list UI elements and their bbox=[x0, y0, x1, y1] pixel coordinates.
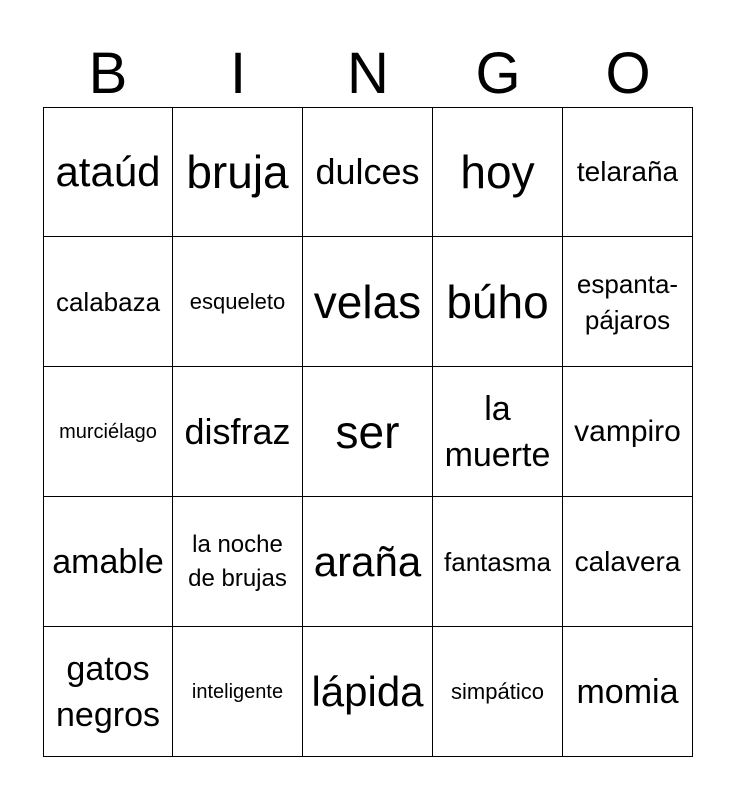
bingo-cell[interactable] bbox=[43, 367, 173, 497]
cell-text: momia bbox=[576, 672, 679, 711]
bingo-cell[interactable] bbox=[563, 107, 693, 237]
cell-text: la noche de brujas bbox=[188, 530, 287, 592]
cell-text: lápida bbox=[311, 667, 424, 715]
bingo-cell[interactable] bbox=[433, 237, 563, 367]
bingo-cell[interactable] bbox=[563, 237, 693, 367]
header-letter-o: O bbox=[605, 41, 651, 106]
cell-text: disfraz bbox=[184, 410, 291, 452]
cell-text: araña bbox=[313, 537, 422, 585]
cell-text: esqueleto bbox=[189, 288, 286, 314]
cell-text: fantasma bbox=[444, 546, 551, 577]
cell-text: inteligente bbox=[191, 680, 284, 703]
bingo-cell[interactable] bbox=[173, 367, 303, 497]
bingo-grid bbox=[43, 107, 693, 757]
cell-text: espanta- pájaros bbox=[576, 268, 679, 335]
bingo-cell[interactable] bbox=[303, 107, 433, 237]
cell-text: hoy bbox=[460, 146, 535, 198]
cell-text: amable bbox=[52, 542, 164, 581]
bingo-header bbox=[43, 42, 693, 106]
cell-text: simpático bbox=[451, 678, 544, 704]
bingo-cell[interactable] bbox=[303, 497, 433, 627]
bingo-cell[interactable] bbox=[173, 107, 303, 237]
bingo-cell[interactable] bbox=[43, 237, 173, 367]
bingo-cell[interactable] bbox=[433, 107, 563, 237]
cell-text: bruja bbox=[186, 146, 289, 198]
cell-text: vampiro bbox=[574, 414, 681, 448]
cell-text: calabaza bbox=[55, 286, 161, 317]
header-letter-i: I bbox=[229, 41, 247, 106]
bingo-cell[interactable] bbox=[303, 237, 433, 367]
bingo-cell[interactable] bbox=[303, 367, 433, 497]
bingo-cell[interactable] bbox=[43, 627, 173, 757]
bingo-cell[interactable] bbox=[563, 367, 693, 497]
cell-text: ataúd bbox=[55, 148, 161, 195]
cell-text: búho bbox=[446, 275, 549, 328]
cell-text: murciélago bbox=[59, 420, 157, 443]
cell-text: gatos negros bbox=[56, 649, 160, 734]
cell-text: telaraña bbox=[576, 156, 679, 187]
header-letter-n: N bbox=[347, 41, 389, 106]
bingo-cell[interactable] bbox=[303, 627, 433, 757]
cell-text: ser bbox=[335, 405, 400, 458]
bingo-cell[interactable] bbox=[433, 367, 563, 497]
cell-text: la muerte bbox=[444, 389, 551, 474]
bingo-cell[interactable] bbox=[563, 627, 693, 757]
header-letter-g: G bbox=[475, 41, 521, 106]
cell-text: dulces bbox=[315, 151, 420, 192]
bingo-cell[interactable] bbox=[433, 627, 563, 757]
cell-text: velas bbox=[313, 275, 422, 328]
bingo-cell[interactable] bbox=[433, 497, 563, 627]
bingo-cell[interactable] bbox=[173, 627, 303, 757]
header-letter-b: B bbox=[88, 41, 128, 106]
bingo-cell[interactable] bbox=[173, 497, 303, 627]
bingo-cell[interactable] bbox=[43, 107, 173, 237]
bingo-cell[interactable] bbox=[563, 497, 693, 627]
bingo-cell[interactable] bbox=[173, 237, 303, 367]
bingo-cell[interactable] bbox=[43, 497, 173, 627]
cell-text: calavera bbox=[574, 545, 681, 577]
